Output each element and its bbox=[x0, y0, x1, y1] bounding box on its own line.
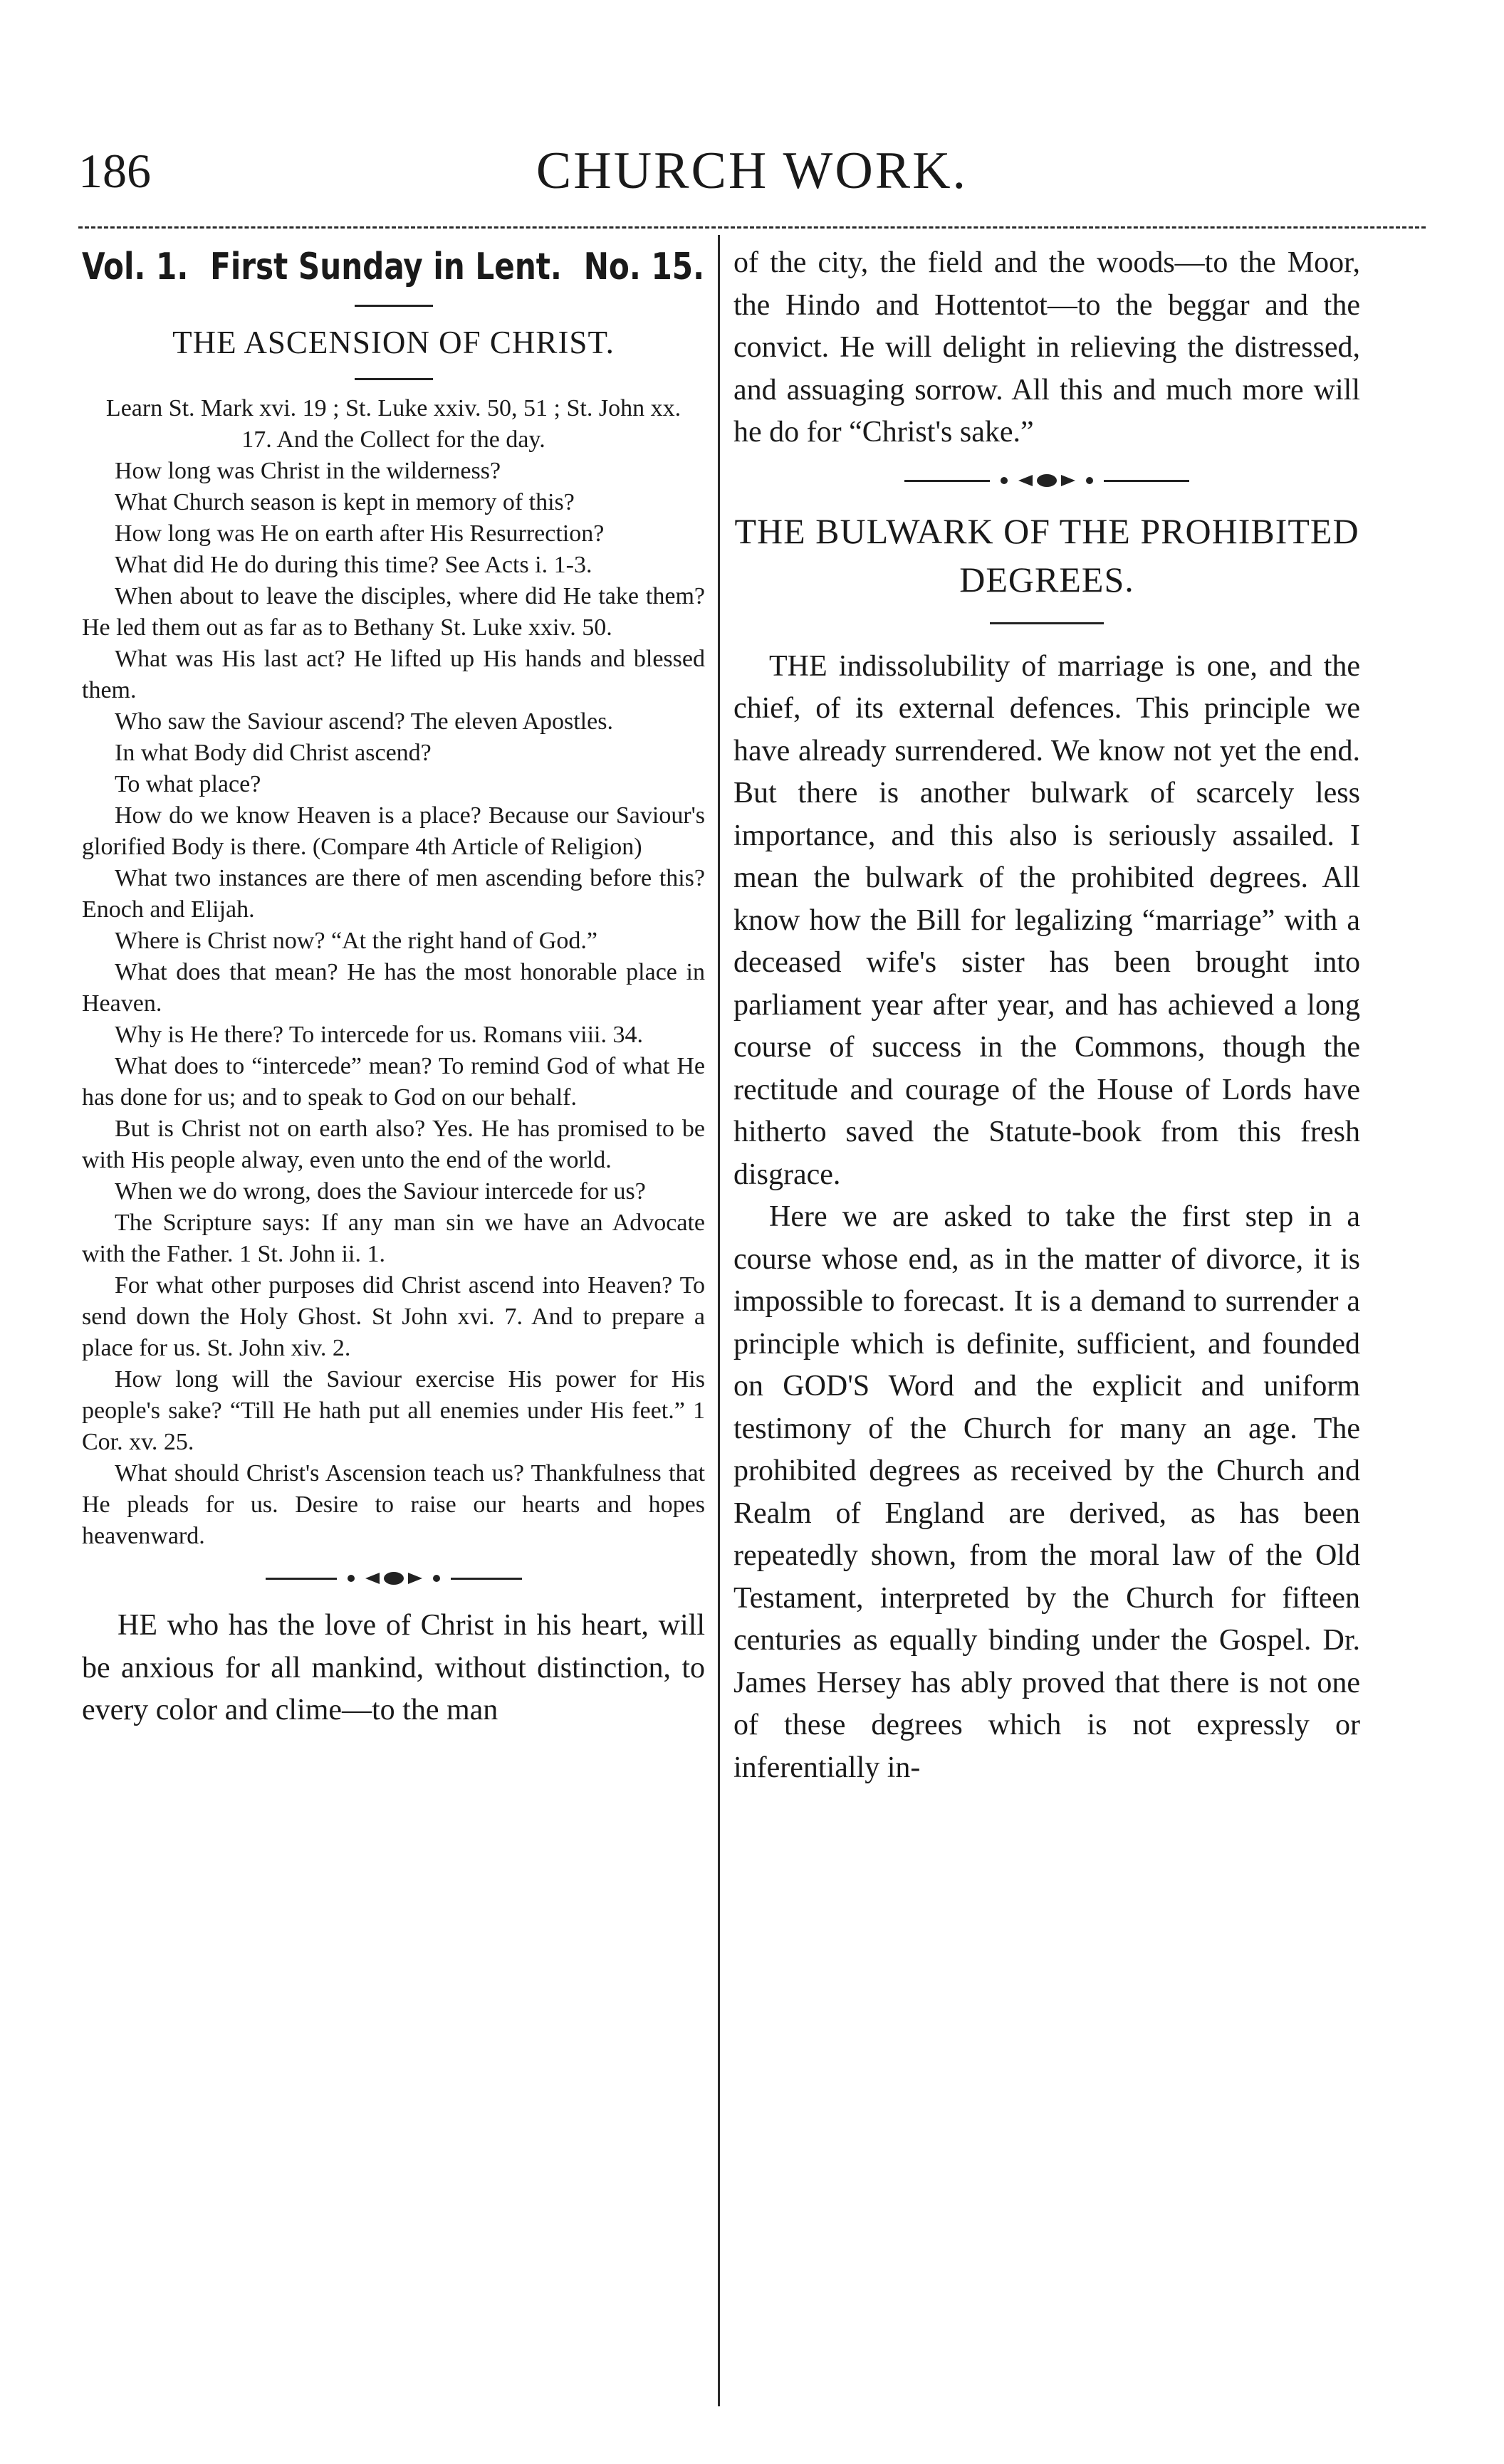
title-rule bbox=[990, 622, 1104, 624]
qa-item: How long was Christ in the wilderness? bbox=[115, 458, 501, 484]
qa-item: Who saw the Saviour ascend? The eleven Apostles. bbox=[115, 708, 613, 735]
right-column bbox=[733, 242, 1360, 1789]
article-title-ascension: THE ASCENSION OF CHRIST. bbox=[172, 325, 615, 360]
column-divider bbox=[718, 235, 720, 2406]
article-paragraph: THE indissolubility of marriage is one, and the chief, of its external defences. This principle we have already surrendered. We know not yet the end. But there is another bulwark of scarcely less importance, and this also is seriously assailed. I mean the bulwark of the prohibited degrees. All know how the Bill for legalizing “marriage” with a deceased wife's sister has been brought into parliament year after year, and has achieved a long course of success in the Commons, though the rectitude and courage of the House of Lords have hitherto saved the Statute-book from this fresh disgrace. bbox=[733, 649, 1360, 1191]
qa-item: How do we know Heaven is a place? Because our Saviour's glorified Body is there. (Compare 4th Article of Religion) bbox=[82, 802, 705, 860]
page-number: 186 bbox=[78, 144, 151, 198]
qa-item: What did He do during this time? See Acts i. 1-3. bbox=[115, 552, 592, 578]
closing-text: HE who has the love of Christ in his heart, will be anxious for all mankind, without distinction, to every color and clime—to the man bbox=[82, 1609, 705, 1726]
continuation-text: of the city, the field and the woods—to the Moor, the Hindo and Hottentot—to the beggar and the convict. He will delight in relieving the distressed, and assuaging sorrow. All this and much more will he do for “Christ's sake.” bbox=[733, 246, 1360, 449]
closing-paragraph bbox=[82, 1605, 705, 1732]
header-rule bbox=[78, 226, 1426, 229]
page-title: CHURCH WORK. bbox=[536, 142, 968, 200]
ornamental-divider bbox=[82, 1568, 705, 1589]
catechism bbox=[82, 393, 705, 1552]
qa-item: The Scripture says: If any man sin we have an Advocate with the Father. 1 St. John ii. 1. bbox=[82, 1210, 705, 1267]
qa-item: What does to “intercede” mean? To remind God of what He has done for us; and to speak to God on our behalf. bbox=[82, 1053, 705, 1111]
ornamental-divider bbox=[733, 470, 1360, 491]
sunday-label: First Sunday in Lent. bbox=[210, 246, 562, 288]
qa-item: What Church season is kept in memory of this? bbox=[115, 489, 575, 515]
bulwark-article bbox=[733, 646, 1360, 1790]
title-rule bbox=[355, 305, 433, 307]
qa-item: What was His last act? He lifted up His hands and blessed them. bbox=[82, 646, 705, 703]
article-paragraph: Here we are asked to take the first step in a course whose end, as in the matter of divorce, it is impossible to forecast. It is a demand to surrender a principle which is definite, sufficient, and founded on GOD'S Word and the explicit and uniform testimony of the Church for many an age. The prohibited degrees as received by the Church and Realm of England are derived, as has been repeatedly shown, from the moral law of the Old Testament, interpreted by the Church for fifteen centuries as equally binding under the Gospel. Dr. James Hersey has ably proved that there is not one of these degrees which is not expressly or inferentially in- bbox=[733, 1200, 1360, 1784]
qa-item: How long was He on earth after His Resurrection? bbox=[115, 520, 605, 547]
qa-item: To what place? bbox=[115, 771, 261, 797]
volume-label: Vol. 1. bbox=[82, 246, 189, 288]
qa-item: But is Christ not on earth also? Yes. He has promised to be with His people alway, even unto the end of the world. bbox=[82, 1116, 705, 1173]
qa-item: For what other purposes did Christ ascend into Heaven? To send down the Holy Ghost. St John xvi. 7. And to prepare a place for us. St. John xiv. 2. bbox=[82, 1272, 705, 1361]
issue-number: No. 15. bbox=[583, 246, 705, 288]
lesson-intro: Learn St. Mark xvi. 19 ; St. Luke xxiv. 50, 51 ; St. John xx. 17. And the Collect for the day. bbox=[105, 395, 682, 453]
article-title-bulwark: THE BULWARK OF THE PROHIBITED DEGREES. bbox=[734, 510, 1359, 599]
ornament-icon bbox=[990, 470, 1104, 491]
running-head bbox=[78, 132, 1426, 217]
ornament-icon bbox=[337, 1568, 451, 1589]
qa-item: When about to leave the disciples, where did He take them? He led them out as far as to Bethany St. Luke xxiv. 50. bbox=[82, 583, 705, 641]
qa-item: What two instances are there of men ascending before this? Enoch and Elijah. bbox=[82, 865, 705, 923]
qa-item: Where is Christ now? “At the right hand of God.” bbox=[115, 928, 597, 954]
qa-item: When we do wrong, does the Saviour intercede for us? bbox=[115, 1178, 646, 1205]
qa-item: Why is He there? To intercede for us. Romans viii. 34. bbox=[115, 1022, 643, 1048]
qa-item: What should Christ's Ascension teach us? Thankfulness that He pleads for us. Desire to raise our hearts and hopes heavenward. bbox=[82, 1460, 705, 1549]
qa-item: How long will the Saviour exercise His power for His people's sake? “Till He hath put all enemies under His feet.” 1 Cor. xv. 25. bbox=[82, 1366, 705, 1455]
left-column bbox=[82, 242, 705, 1732]
issue-line bbox=[82, 242, 704, 292]
qa-item: In what Body did Christ ascend? bbox=[115, 740, 432, 766]
continuation-paragraph bbox=[733, 242, 1360, 454]
qa-item: What does that mean? He has the most honorable place in Heaven. bbox=[82, 959, 705, 1017]
title-rule bbox=[355, 378, 433, 380]
